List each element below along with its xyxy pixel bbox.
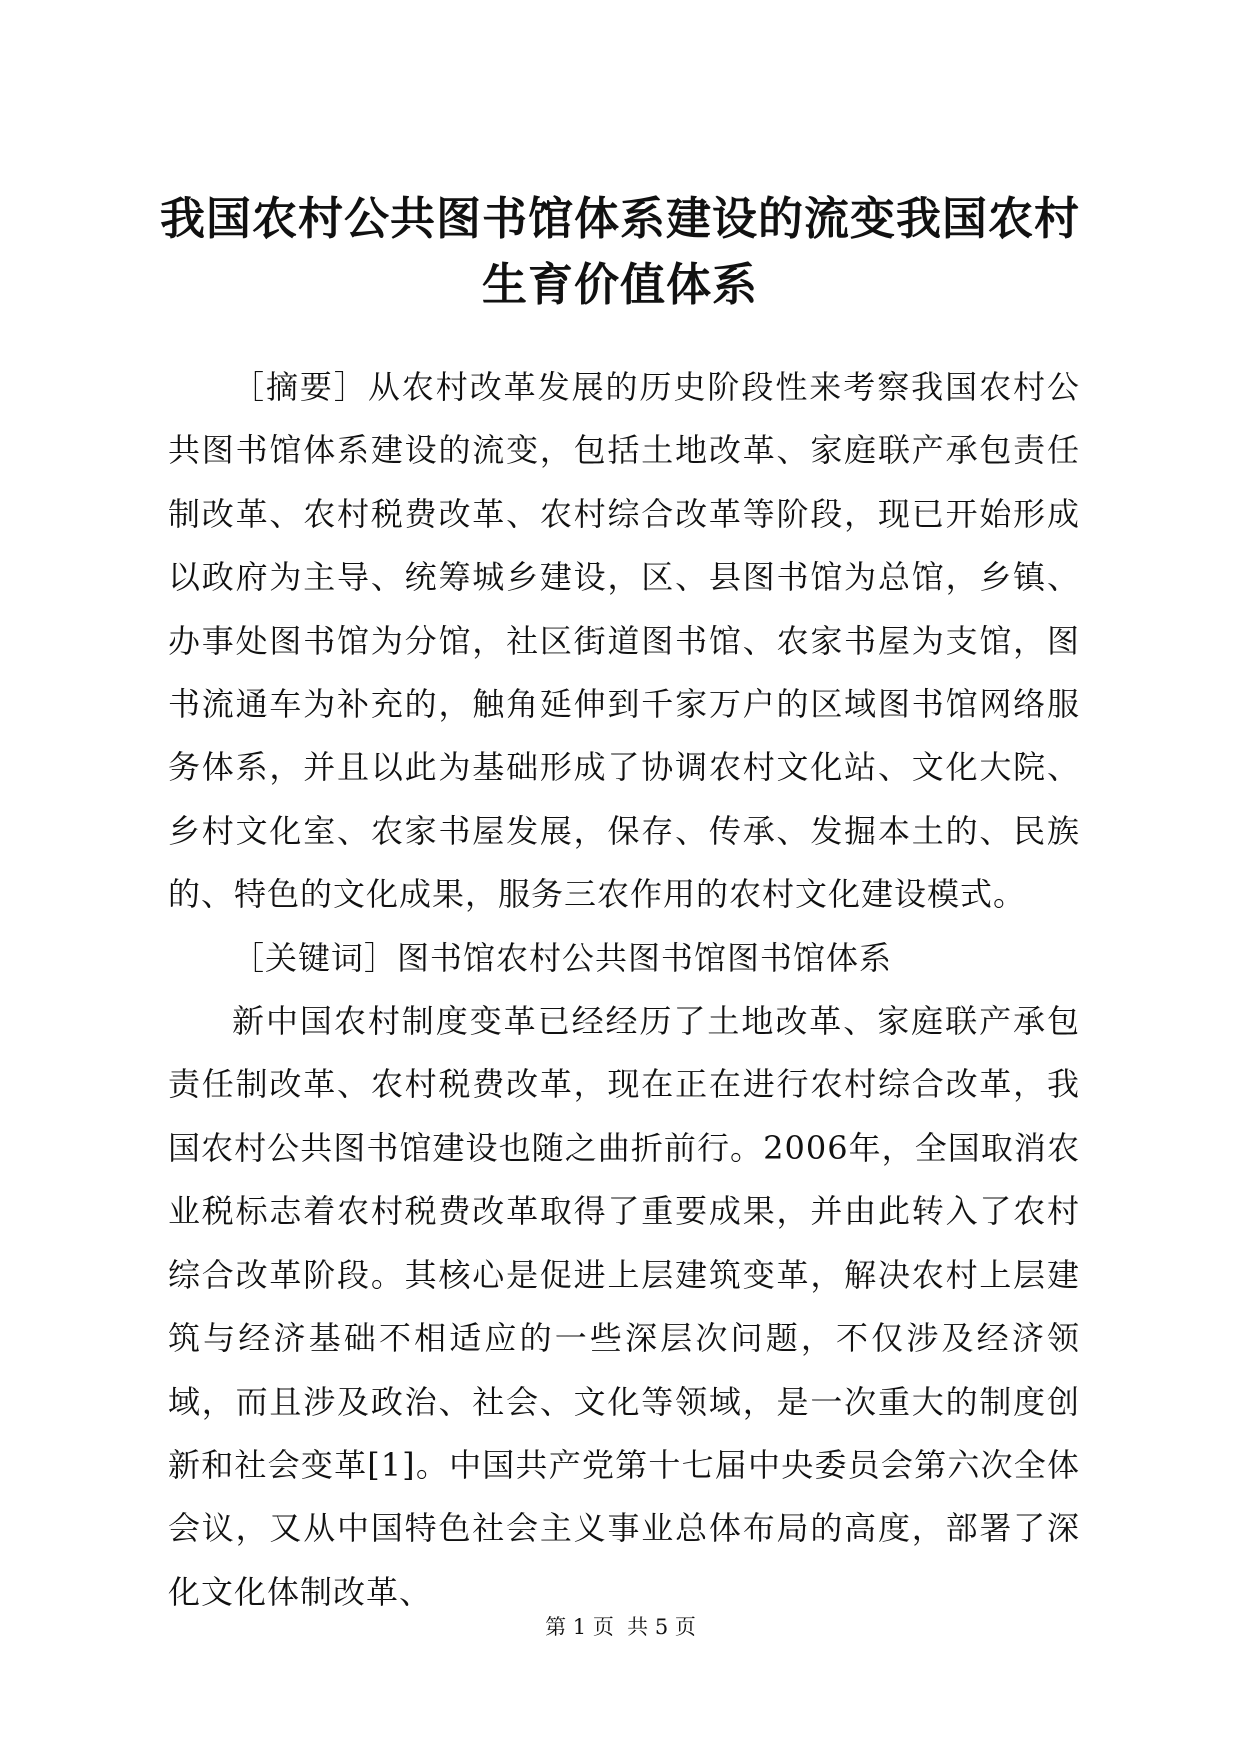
keywords-paragraph: ［关键词］图书馆农村公共图书馆图书馆体系 bbox=[232, 938, 893, 977]
document-title: 我国农村公共图书馆体系建设的流变我国农村生育价值体系 bbox=[159, 192, 1080, 311]
page-footer bbox=[0, 1612, 1241, 1642]
body-paragraph: 新中国农村制度变革已经经历了土地改革、家庭联产承包责任制改革、农村税费改革，现在正在进行农村综合改革，我国农村公共图书馆建设也随之曲折前行。2006年，全国取消农业税标志着农村税费改革取得了重要成果，并由此转入了农村综合改革阶段。其核心是促进上层建筑变革，解决农村上层建筑与经济基础不相适应的一些深层次问题，不仅涉及经济领域，而且涉及政治、社会、文化等领域，是一次重大的制度创新和社会变革[1]。中国共产党第十七届中央委员会第六次全体会议，又从中国特色社会主义事业总体布局的高度，部署了深化文化体制改革、 bbox=[168, 1002, 1080, 1611]
document-body bbox=[168, 356, 1080, 1624]
abstract-paragraph: ［摘要］从农村改革发展的历史阶段性来考察我国农村公共图书馆体系建设的流变，包括土地改革、家庭联产承包责任制改革、农村税费改革、农村综合改革等阶段，现已开始形成以政府为主导、统筹城乡建设，区、县图书馆为总馆，乡镇、办事处图书馆为分馆，社区街道图书馆、农家书屋为支馆，图书流通车为补充的，触角延伸到千家万户的区域图书馆网络服务体系，并且以此为基础形成了协调农村文化站、文化大院、乡村文化室、农家书屋发展，保存、传承、发掘本土的、民族的、特色的文化成果，服务三农作用的农村文化建设模式。 bbox=[168, 368, 1080, 914]
page-number-label: 第 1 页 共 5 页 bbox=[545, 1615, 696, 1639]
